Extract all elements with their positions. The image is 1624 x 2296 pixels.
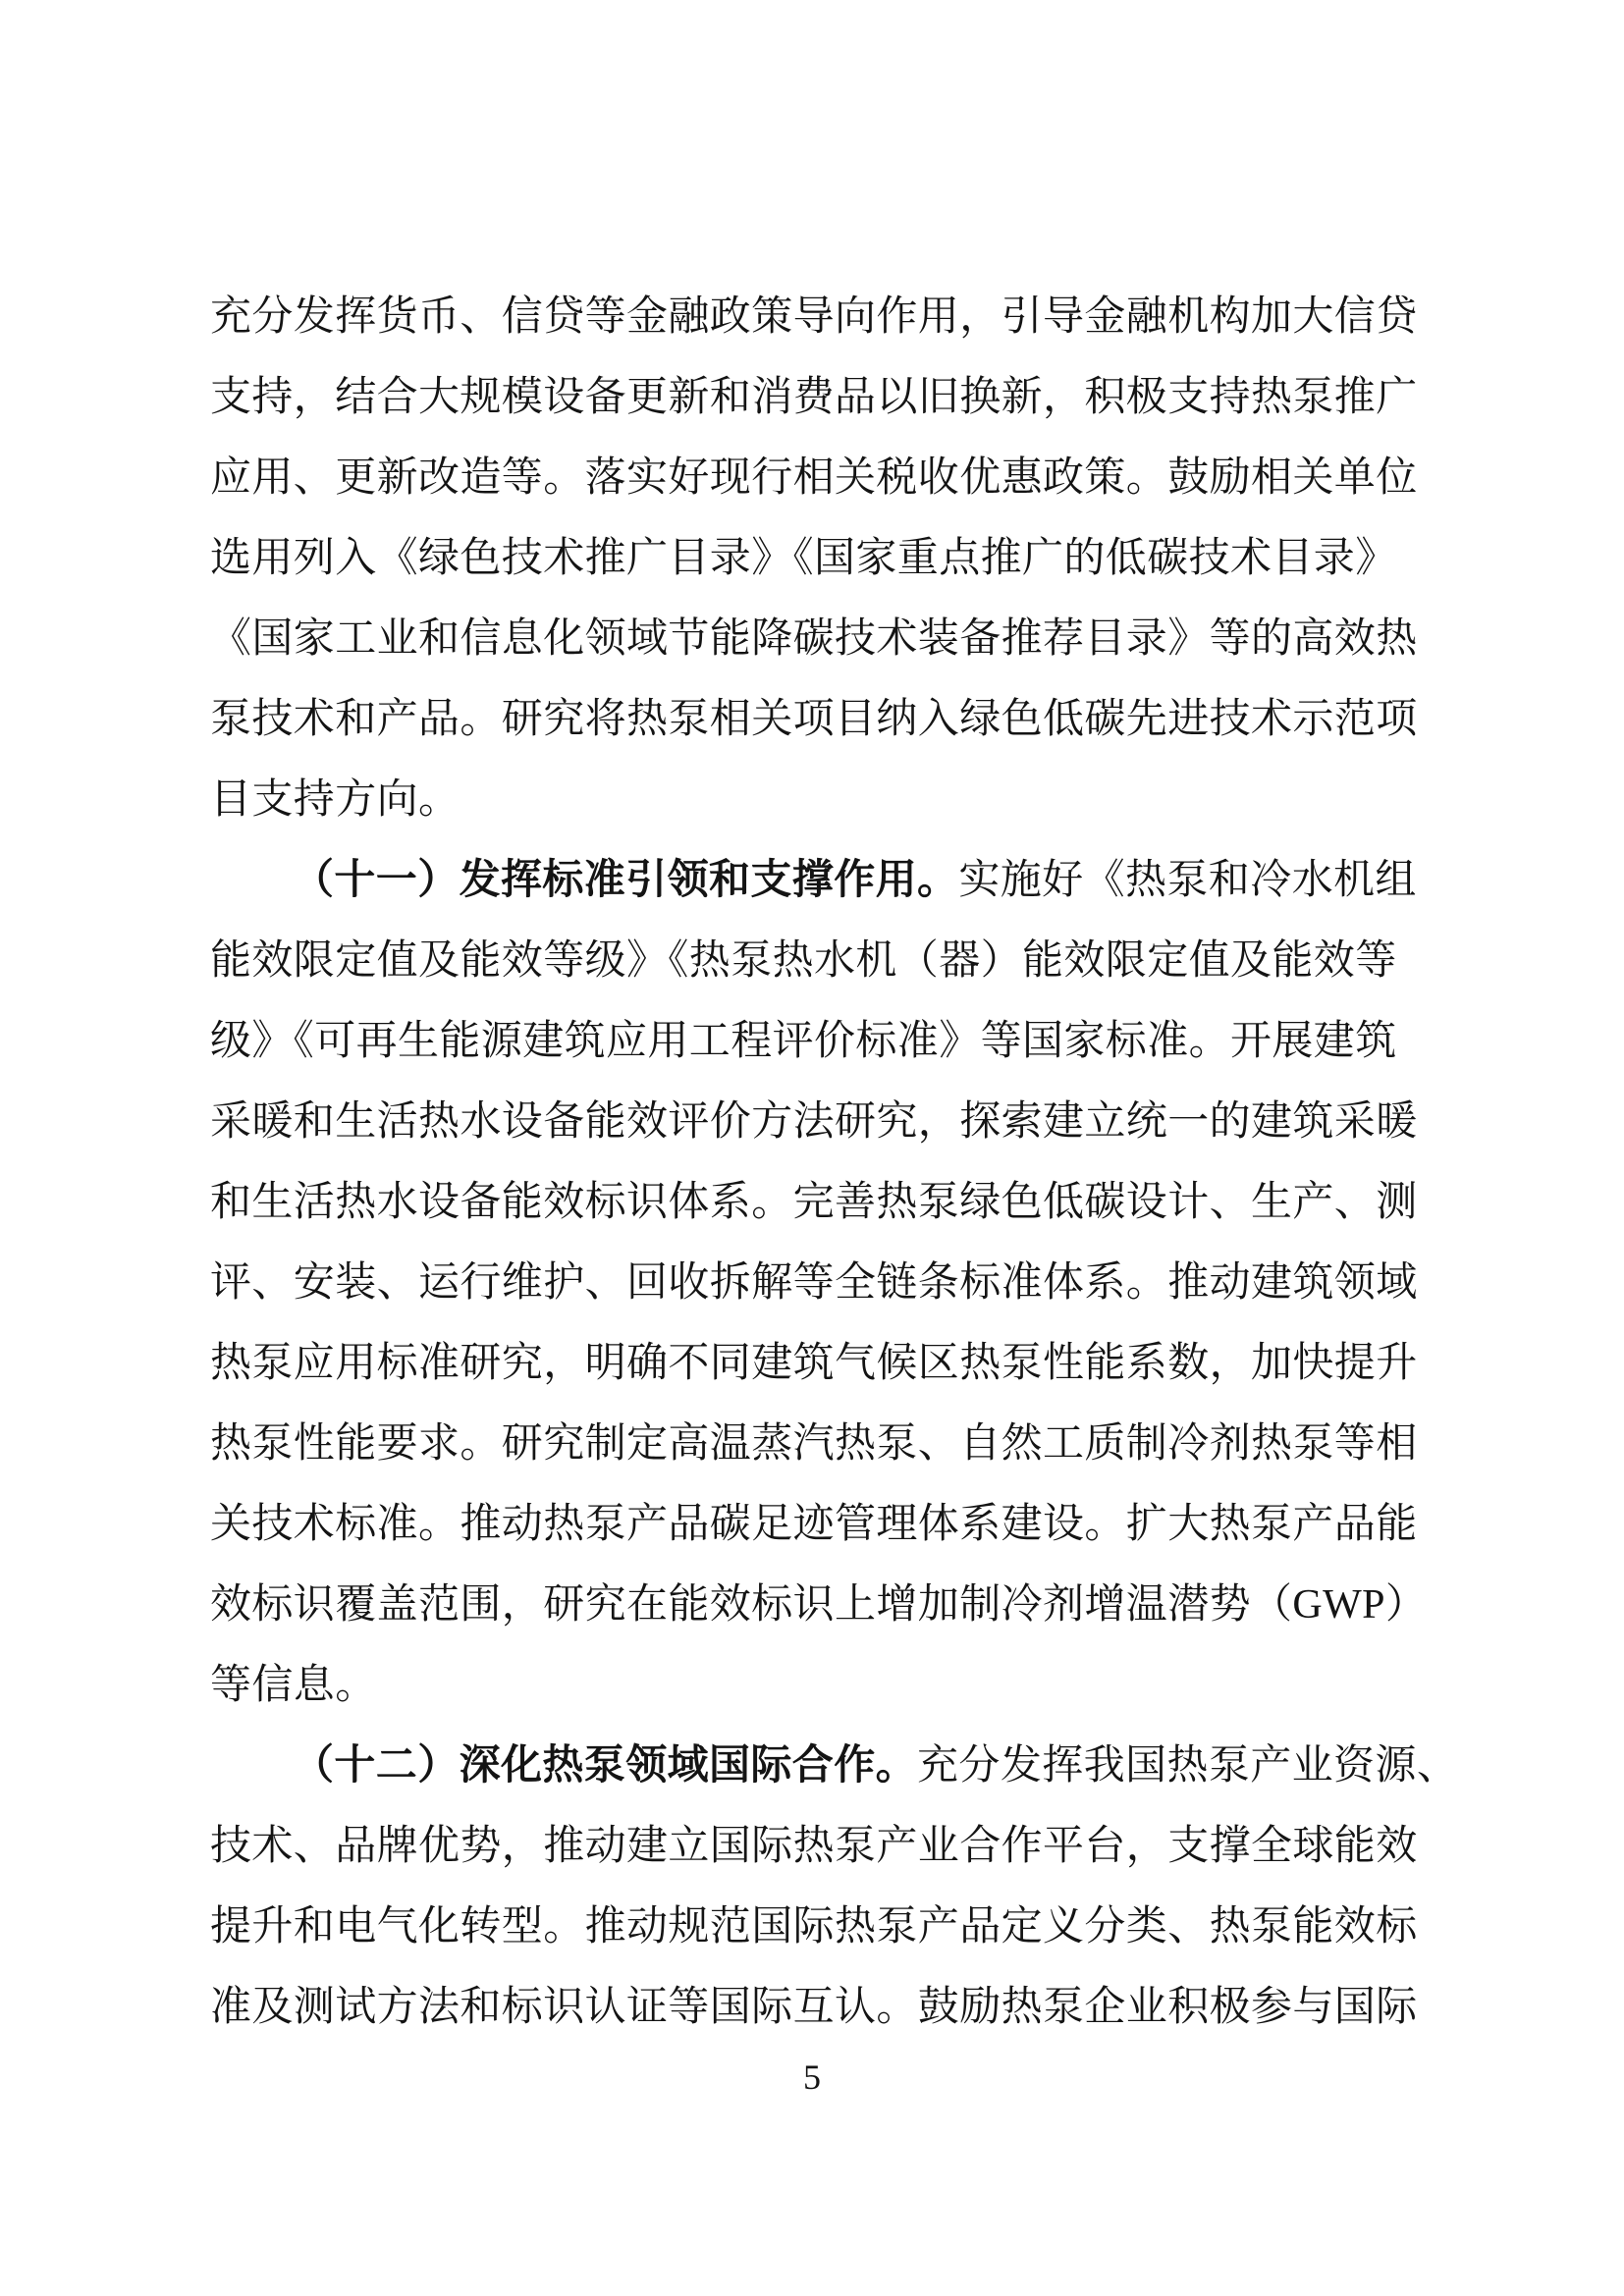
text-line — [210, 1323, 1418, 1404]
text-line — [210, 1887, 1418, 1967]
document-body — [210, 277, 1459, 2048]
text-line — [210, 1001, 1418, 1082]
text-line — [210, 840, 1418, 921]
body-text: 支持，结合大规模设备更新和消费品以旧换新，积极支持热泵推广 — [210, 375, 1418, 420]
page-number: 5 — [803, 2057, 821, 2097]
body-text: 《国家工业和信息化领域节能降碳技术装备推荐目录》等的高效热 — [210, 616, 1418, 662]
body-text: 应用、更新改造等。落实好现行相关税收优惠政策。鼓励相关单位 — [210, 455, 1418, 501]
text-line — [210, 1082, 1418, 1162]
text-line — [210, 1645, 1418, 1726]
body-text: 热泵应用标准研究，明确不同建筑气候区热泵性能系数，加快提升 — [210, 1341, 1418, 1386]
body-text: 热泵性能要求。研究制定高温蒸汽热泵、自然工质制冷剂热泵等相 — [210, 1421, 1418, 1467]
text-line — [210, 760, 1418, 840]
text-line — [210, 1967, 1418, 2048]
text-line — [210, 1806, 1418, 1887]
body-text: 级》《可再生能源建筑应用工程评价标准》等国家标准。开展建筑 — [210, 1019, 1397, 1064]
body-text: 技术、品牌优势，推动建立国际热泵产业合作平台，支撑全球能效 — [210, 1824, 1418, 1869]
text-line — [210, 1726, 1459, 1806]
text-line — [210, 1484, 1418, 1565]
body-text: 选用列入《绿色技术推广目录》《国家重点推广的低碳技术目录》 — [210, 536, 1397, 581]
body-text: 效标识覆盖范围，研究在能效标识上增加制冷剂增温潜势（GWP） — [210, 1582, 1428, 1628]
text-line — [210, 599, 1418, 679]
heading-text: （十一）发挥标准引领和支撑作用。 — [293, 858, 959, 903]
body-text: 提升和电气化转型。推动规范国际热泵产品定义分类、热泵能效标 — [210, 1904, 1418, 1949]
body-text: 采暖和生活热水设备能效评价方法研究，探索建立统一的建筑采暖 — [210, 1099, 1418, 1145]
body-text: 泵技术和产品。研究将热泵相关项目纳入绿色低碳先进技术示范项 — [210, 697, 1418, 742]
text-line — [210, 679, 1418, 760]
body-text: 目支持方向。 — [210, 777, 460, 823]
text-line — [210, 277, 1418, 357]
body-text: 关技术标准。推动热泵产品碳足迹管理体系建设。扩大热泵产品能 — [210, 1502, 1418, 1547]
body-text: 充分发挥货币、信贷等金融政策导向作用，引导金融机构加大信贷 — [210, 294, 1418, 340]
body-text: 和生活热水设备能效标识体系。完善热泵绿色低碳设计、生产、测 — [210, 1180, 1418, 1225]
text-line — [210, 1404, 1418, 1484]
body-text: 充分发挥我国热泵产业资源、 — [917, 1743, 1459, 1789]
body-text: 实施好《热泵和冷水机组 — [958, 858, 1417, 903]
text-line — [210, 1243, 1418, 1323]
body-text: 评、安装、运行维护、回收拆解等全链条标准体系。推动建筑领域 — [210, 1260, 1418, 1306]
text-line — [210, 1162, 1418, 1243]
text-line — [210, 357, 1418, 438]
heading-text: （十二）深化热泵领域国际合作。 — [293, 1743, 918, 1789]
text-line — [210, 438, 1418, 518]
body-text: 能效限定值及能效等级》《热泵热水机（器）能效限定值及能效等 — [210, 938, 1397, 984]
text-line — [210, 518, 1418, 599]
text-line — [210, 1565, 1428, 1645]
body-text: 准及测试方法和标识认证等国际互认。鼓励热泵企业积极参与国际 — [210, 1985, 1418, 2030]
body-text: 等信息。 — [210, 1663, 377, 1708]
text-line — [210, 921, 1418, 1001]
